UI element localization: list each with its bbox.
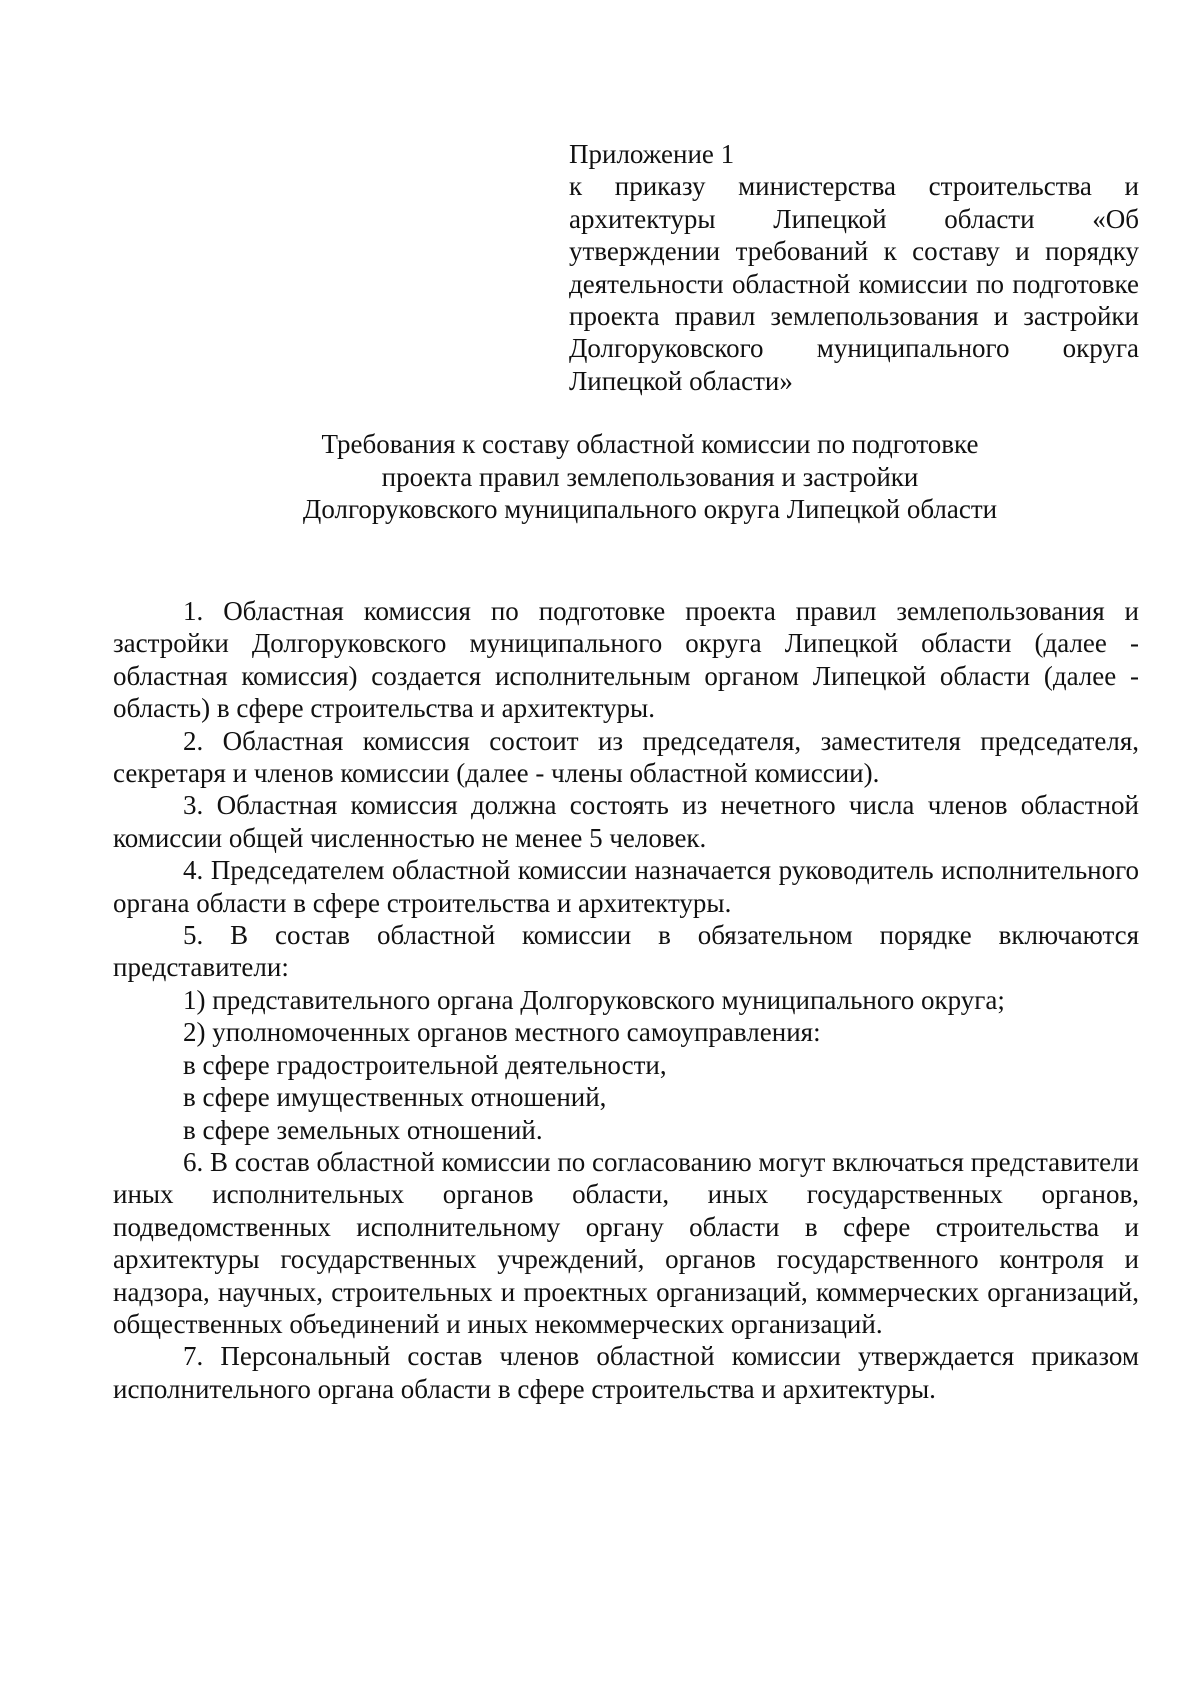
annex-text: к приказу министерства строительства и архитектуры Липецкой области «Об утверждении требований к составу и порядку деятельности областной комиссии по подготовке проекта правил землепользования и застройки Долгоруковского муниципального округа Липецкой области» — [569, 171, 1139, 396]
paragraph-2: 2. Областная комиссия состоит из председателя, заместителя председателя, секретаря и членов комиссии (далее - члены областной комиссии). — [113, 725, 1139, 789]
paragraph-5-item-2c: в сфере земельных отношений. — [183, 1114, 543, 1145]
document-title — [150, 428, 1150, 526]
paragraph-5-item-1: 1) представительного органа Долгоруковского муниципального округа; — [183, 984, 1005, 1015]
document-body — [113, 595, 1139, 1405]
paragraph-5-item-2b: в сфере имущественных отношений, — [183, 1082, 607, 1113]
paragraph-5-item-2a: в сфере градостроительной деятельности, — [183, 1049, 667, 1080]
annex-block — [569, 138, 1139, 397]
paragraph-3: 3. Областная комиссия должна состоять из нечетного числа членов областной комиссии общей численностью не менее 5 человек. — [113, 790, 1139, 853]
title-line-2: проекта правил землепользования и застройки — [381, 461, 919, 492]
paragraph-5: 5. В состав областной комиссии в обязательном порядке включаются представители: — [113, 920, 1139, 983]
paragraph-4: 4. Председателем областной комиссии назначается руководитель исполнительного органа области в сфере строительства и архитектуры. — [113, 855, 1139, 918]
title-line-3: Долгоруковского муниципального округа Липецкой области — [302, 494, 998, 524]
title-line-1: Требования к составу областной комиссии по подготовке — [321, 429, 979, 459]
paragraph-6: 6. В состав областной комиссии по согласованию могут включаться представители иных исполнительных органов области, иных государственных органов, подведомственных исполнительному органу области в сфере строительства и архитектуры государственных учреждений, органов государственного контроля и надзора, научных, строительных и проектных организаций, коммерческих организаций, общественных объединений и иных некоммерческих организаций. — [113, 1146, 1140, 1339]
paragraph-7: 7. Персональный состав членов областной комиссии утверждается приказом исполнительного органа области в сфере строительства и архитектуры. — [113, 1341, 1139, 1404]
annex-title: Приложение 1 — [569, 139, 735, 169]
paragraph-1: 1. Областная комиссия по подготовке проекта правил землепользования и застройки Долгоруковского муниципального округа Липецкой области (далее - областная комиссия) создается исполнительным органом Липецкой области (далее - область) в сфере строительства и архитектуры. — [113, 596, 1139, 724]
paragraph-5-item-2: 2) уполномоченных органов местного самоуправления: — [183, 1017, 821, 1048]
